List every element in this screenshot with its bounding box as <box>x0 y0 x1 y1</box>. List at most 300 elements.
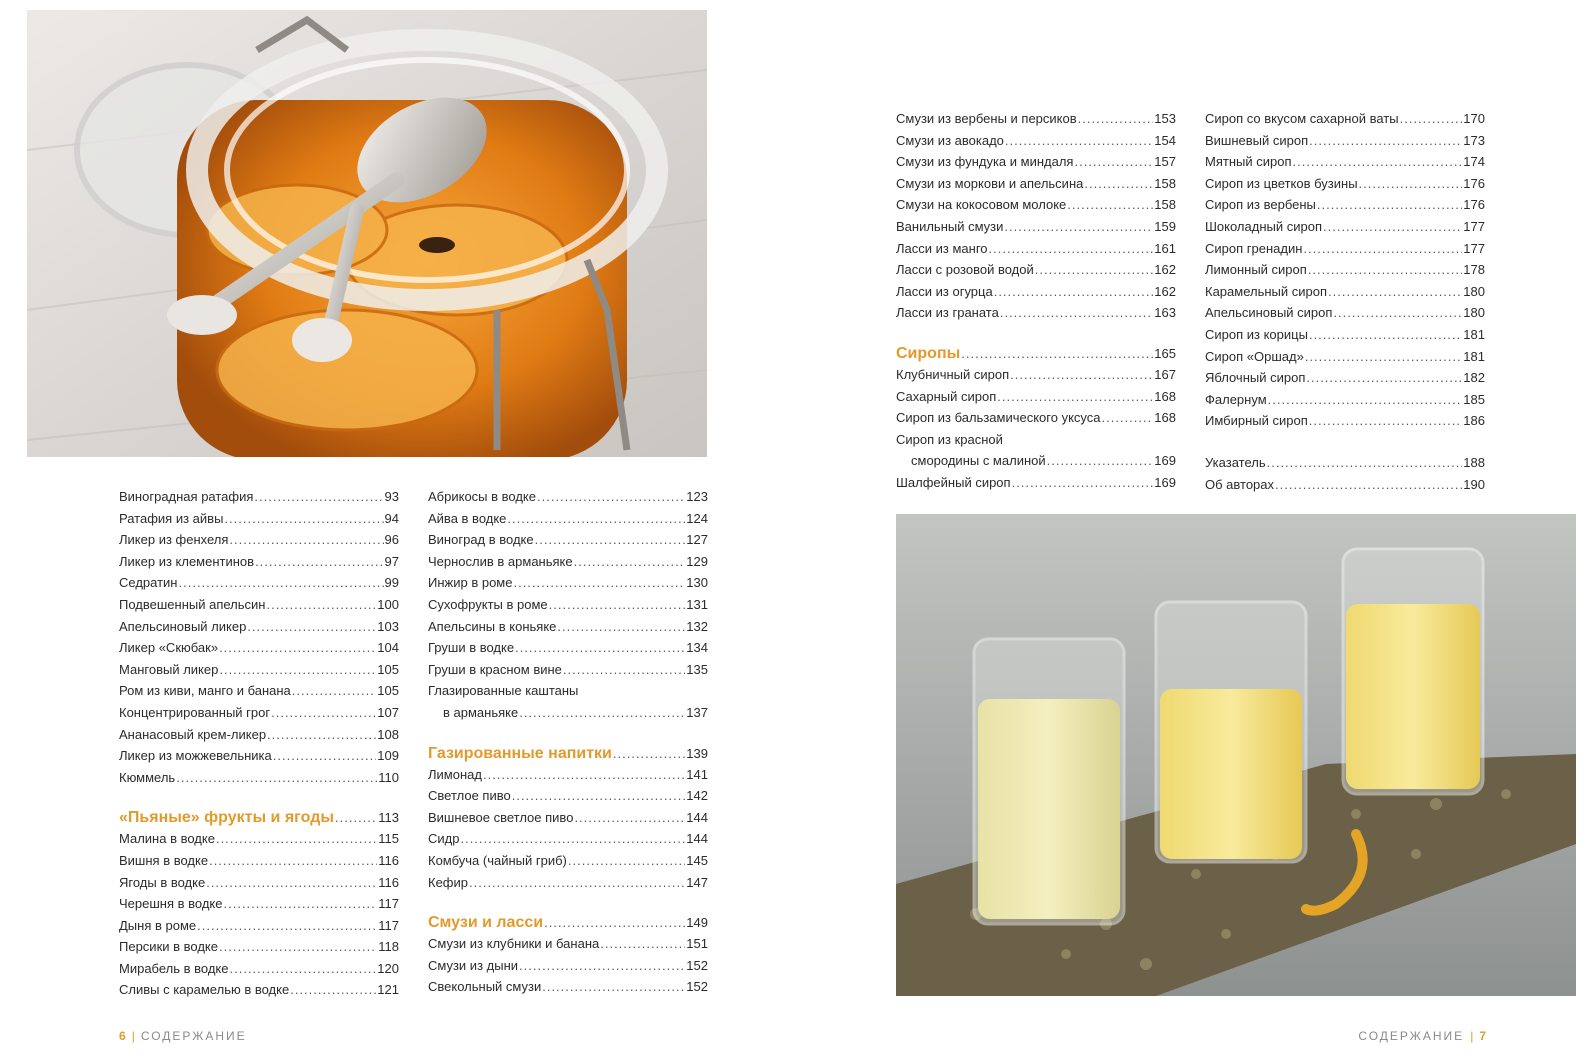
toc-entry-page: 153 <box>1154 111 1176 126</box>
toc-entry-page: 169 <box>1154 474 1176 490</box>
toc-entry-page: 100 <box>377 596 399 612</box>
toc-entry <box>1205 410 1485 432</box>
toc-leader-dots <box>1292 151 1462 173</box>
toc-entry-title: Шоколадный сироп <box>1205 218 1322 234</box>
toc-column-1 <box>119 486 399 1001</box>
toc-entry-title: Сироп гренадин <box>1205 240 1303 256</box>
toc-entry-title: Ласси с розовой водой <box>896 262 1034 278</box>
toc-entry <box>119 850 399 872</box>
toc-entry-page: 130 <box>686 575 708 591</box>
toc-entry-title: Смузи из дыни <box>428 957 519 973</box>
toc-spacer <box>428 893 708 913</box>
toc-entry-title: Комбуча (чайный гриб) <box>428 852 567 868</box>
toc-entry-page: 113 <box>378 810 399 826</box>
toc-entry-title: Ром из киви, манго и банана <box>119 683 291 699</box>
toc-entry-page: 158 <box>1154 197 1176 213</box>
toc-entry <box>428 764 708 786</box>
toc-entry-page: 170 <box>1463 111 1485 126</box>
toc-entry <box>119 915 399 937</box>
toc-entry-page: 165 <box>1154 345 1176 361</box>
toc-leader-dots <box>1309 130 1462 152</box>
toc-leader-dots <box>1328 281 1462 303</box>
toc-leader-dots <box>544 913 685 933</box>
toc-entry-page: 151 <box>686 936 708 952</box>
toc-leader-dots <box>1000 302 1153 324</box>
toc-entry <box>119 958 399 980</box>
toc-entry-title: Лимонад <box>428 766 482 782</box>
footer-left <box>119 1029 247 1043</box>
toc-entry-title: Смузи и ласси <box>428 914 544 932</box>
toc-entry <box>1205 474 1485 496</box>
toc-entry-title: Смузи из вербены и персиков <box>896 111 1077 126</box>
toc-entry-title: Ласси из граната <box>896 305 999 321</box>
toc-entry-page: 163 <box>1154 305 1176 321</box>
jar-photo <box>27 10 707 457</box>
toc-entry <box>1205 173 1485 195</box>
toc-entry-title: Ласси из огурца <box>896 283 993 299</box>
toc-leader-dots <box>1268 389 1463 411</box>
toc-entry-page: 116 <box>378 874 399 890</box>
toc-entry-title: Смузи из фундука и миндаля <box>896 154 1074 170</box>
running-head-left: СОДЕРЖАНИЕ <box>140 1029 247 1043</box>
toc-entry-page: 152 <box>686 957 708 973</box>
toc-entry-page: 167 <box>1154 366 1176 382</box>
toc-entry-page: 105 <box>377 661 399 677</box>
toc-entry-page: 178 <box>1463 262 1485 278</box>
toc-entry-title: Смузи из авокадо <box>896 132 1004 148</box>
toc-entry-title: Сахарный сироп <box>896 388 997 404</box>
toc-leader-dots <box>574 807 685 829</box>
toc-entry-page: 186 <box>1463 413 1485 429</box>
toc-leader-dots <box>219 936 377 958</box>
toc-leader-dots <box>483 764 685 786</box>
toc-entry-title: Сироп из красной <box>896 431 1003 447</box>
toc-entry-page: 188 <box>1463 454 1485 470</box>
toc-leader-dots <box>267 724 376 746</box>
toc-entry-page: 94 <box>384 510 399 526</box>
toc-leader-dots <box>512 785 686 807</box>
toc-entry <box>896 386 1176 408</box>
toc-leader-dots <box>568 850 685 872</box>
toc-entry-title: Светлое пиво <box>428 788 511 804</box>
toc-entry-title: Виноградная ратафия <box>119 489 254 504</box>
toc-entry <box>428 637 708 659</box>
toc-leader-dots <box>515 637 685 659</box>
toc-leader-dots <box>563 659 685 681</box>
toc-entry-page: 123 <box>686 489 708 504</box>
toc-leader-dots <box>1275 474 1462 496</box>
toc-entry-title: Концентрированный грог <box>119 704 271 720</box>
toc-entry-page: 152 <box>686 979 708 995</box>
toc-leader-dots <box>1309 324 1462 346</box>
toc-entry <box>896 302 1176 324</box>
toc-entry <box>1205 346 1485 368</box>
toc-leader-dots <box>273 745 377 767</box>
toc-entry-title: Апельсиновый ликер <box>119 618 247 634</box>
toc-entry <box>428 785 708 807</box>
toc-entry-title: Сливы с карамелью в водке <box>119 982 290 998</box>
toc-entry <box>428 850 708 872</box>
toc-entry-page: 139 <box>686 745 708 761</box>
toc-leader-dots <box>989 238 1154 260</box>
toc-entry-title: Мятный сироп <box>1205 154 1292 170</box>
toc-entry-title: Вишневое светлое пиво <box>428 809 574 825</box>
toc-entry-page: 117 <box>378 917 399 933</box>
toc-entry-page: 162 <box>1154 262 1176 278</box>
toc-entry-page: 176 <box>1463 175 1485 191</box>
toc-entry-page: 99 <box>384 575 399 591</box>
toc-entry-page: 117 <box>378 896 399 912</box>
toc-entry-title: Клубничный сироп <box>896 366 1010 382</box>
toc-entry-page: 124 <box>686 510 708 526</box>
toc-leader-dots <box>1004 216 1153 238</box>
toc-entry <box>1205 324 1485 346</box>
toc-leader-dots <box>574 551 686 573</box>
toc-entry-title: Груши в красном вине <box>428 661 562 677</box>
toc-leader-dots <box>1010 364 1153 386</box>
toc-entry <box>119 680 399 702</box>
toc-entry <box>119 637 399 659</box>
toc-leader-dots <box>1309 410 1463 432</box>
toc-entry <box>896 259 1176 281</box>
toc-entry-title: смородины с малиной <box>911 453 1046 469</box>
toc-entry-page: 121 <box>377 982 399 998</box>
toc-entry-title: Персики в водке <box>119 939 218 955</box>
toc-entry-page: 174 <box>1463 154 1485 170</box>
toc-entry <box>896 407 1176 429</box>
toc-entry <box>428 594 708 616</box>
toc-entry-title: Ликер из фенхеля <box>119 532 229 548</box>
toc-entry-title: Чернослив в арманьяке <box>428 553 573 569</box>
toc-entry-title: Кефир <box>428 874 468 890</box>
toc-entry <box>896 173 1176 195</box>
toc-entry-page: 177 <box>1463 218 1485 234</box>
toc-entry-page: 158 <box>1154 175 1176 191</box>
toc-entry <box>896 364 1176 386</box>
toc-entry-page: 110 <box>378 769 399 785</box>
toc-entry-title: «Пьяные» фрукты и ягоды <box>119 809 335 827</box>
toc-entry-title: Манговый ликер <box>119 661 219 677</box>
page-number-left: 6 <box>119 1029 126 1043</box>
toc-entry-title: Ликер из клементинов <box>119 553 255 569</box>
toc-entry-page: 142 <box>686 788 708 804</box>
toc-leader-dots <box>1317 194 1462 216</box>
toc-spacer <box>428 724 708 744</box>
toc-spacer <box>119 788 399 808</box>
toc-entry-page: 127 <box>686 532 708 548</box>
toc-entry-page: 97 <box>384 553 399 569</box>
toc-entry-page: 154 <box>1154 132 1176 148</box>
toc-leader-dots <box>209 850 377 872</box>
toc-leader-dots <box>537 486 685 508</box>
toc-leader-dots <box>1067 194 1153 216</box>
toc-leader-dots <box>600 933 685 955</box>
toc-entry-page: 116 <box>378 852 399 868</box>
toc-entry-page: 162 <box>1154 283 1176 299</box>
toc-entry-title: Дыня в роме <box>119 917 197 933</box>
toc-entry <box>1205 151 1485 173</box>
toc-entry <box>428 680 708 702</box>
lemonade-glasses-photo <box>896 514 1576 996</box>
toc-entry <box>896 450 1176 472</box>
toc-entry-title: Вишневый сироп <box>1205 132 1309 148</box>
toc-leader-dots <box>176 767 377 789</box>
toc-entry <box>428 659 708 681</box>
toc-leader-dots <box>335 808 377 828</box>
toc-leader-dots <box>519 702 685 724</box>
toc-section-heading <box>119 808 399 828</box>
toc-entry-title: Ананасовый крем-ликер <box>119 726 267 742</box>
toc-entry <box>428 572 708 594</box>
toc-entry <box>1205 452 1485 474</box>
footer-right <box>1358 1029 1486 1043</box>
toc-entry-title: Свекольный смузи <box>428 979 542 995</box>
toc-entry <box>896 130 1176 152</box>
toc-entry <box>1205 238 1485 260</box>
toc-entry-page: 185 <box>1463 391 1485 407</box>
toc-entry-title: Яблочный сироп <box>1205 370 1306 386</box>
toc-entry-page: 132 <box>686 618 708 634</box>
toc-entry <box>428 976 708 998</box>
toc-entry-title: Ратафия из айвы <box>119 510 224 526</box>
toc-entry-page: 144 <box>686 809 708 825</box>
toc-entry-title: Лимонный сироп <box>1205 262 1307 278</box>
toc-entry-page: 181 <box>1463 326 1485 342</box>
toc-entry <box>428 872 708 894</box>
toc-entry-page: 135 <box>686 661 708 677</box>
toc-entry <box>1205 108 1485 130</box>
toc-entry <box>119 659 399 681</box>
toc-leader-dots <box>1005 130 1153 152</box>
toc-entry <box>428 616 708 638</box>
toc-entry-title: Черешня в водке <box>119 896 223 912</box>
toc-section-heading <box>896 344 1176 364</box>
toc-entry-page: 149 <box>686 915 708 931</box>
footer-separator: | <box>131 1029 135 1043</box>
toc-entry-title: Виноград в водке <box>428 532 534 548</box>
toc-entry <box>119 745 399 767</box>
toc-entry-page: 108 <box>377 726 399 742</box>
toc-leader-dots <box>1305 346 1462 368</box>
toc-entry-title: Фалернум <box>1205 391 1267 407</box>
toc-leader-dots <box>197 915 377 937</box>
toc-leader-dots <box>994 281 1154 303</box>
toc-leader-dots <box>1267 452 1463 474</box>
toc-entry-title: Смузи из моркови и апельсина <box>896 175 1084 191</box>
toc-leader-dots <box>179 572 384 594</box>
toc-entry-title: Ликер «Скюбак» <box>119 640 219 656</box>
toc-entry <box>896 472 1176 494</box>
toc-entry-page: 180 <box>1463 305 1485 321</box>
toc-entry-title: Сидр <box>428 831 460 847</box>
toc-column-2 <box>428 486 708 998</box>
toc-entry-page: 173 <box>1463 132 1485 148</box>
toc-entry <box>119 486 399 508</box>
toc-entry <box>428 529 708 551</box>
toc-entry-title: Ванильный смузи <box>896 218 1004 234</box>
toc-entry-title: Газированные напитки <box>428 744 612 762</box>
toc-entry-page: 182 <box>1463 370 1485 386</box>
toc-entry <box>119 872 399 894</box>
toc-entry-title: Ягоды в водке <box>119 874 206 890</box>
toc-entry <box>428 807 708 829</box>
toc-leader-dots <box>224 893 378 915</box>
toc-entry-title: Шалфейный сироп <box>896 474 1011 490</box>
toc-entry-title: Абрикосы в водке <box>428 489 536 504</box>
toc-entry <box>119 529 399 551</box>
toc-entry <box>896 281 1176 303</box>
toc-spacer <box>1205 432 1485 452</box>
toc-entry-page: 131 <box>686 596 708 612</box>
toc-entry-title: Сироп «Оршад» <box>1205 348 1304 364</box>
toc-entry-page: 134 <box>686 640 708 656</box>
toc-entry-page: 180 <box>1463 283 1485 299</box>
toc-entry-page: 190 <box>1463 476 1485 492</box>
toc-leader-dots <box>216 828 377 850</box>
toc-entry-title: Апельсины в коньяке <box>428 618 557 634</box>
toc-entry-page: 157 <box>1154 154 1176 170</box>
toc-leader-dots <box>535 529 686 551</box>
toc-entry <box>428 828 708 850</box>
toc-leader-dots <box>469 872 685 894</box>
toc-entry <box>119 936 399 958</box>
toc-leader-dots <box>542 976 685 998</box>
toc-entry <box>1205 302 1485 324</box>
toc-entry-page: 109 <box>377 748 399 764</box>
toc-column-4 <box>1205 108 1485 495</box>
toc-leader-dots <box>513 572 685 594</box>
toc-entry-title: Седратин <box>119 575 178 591</box>
toc-entry <box>119 724 399 746</box>
toc-entry <box>119 508 399 530</box>
toc-entry <box>896 216 1176 238</box>
toc-leader-dots <box>1047 450 1154 472</box>
toc-leader-dots <box>507 508 685 530</box>
toc-leader-dots <box>290 979 376 1001</box>
toc-leader-dots <box>206 872 377 894</box>
toc-entry-title: Сироп из корицы <box>1205 326 1308 342</box>
toc-entry-title: Указатель <box>1205 454 1266 470</box>
toc-leader-dots <box>1303 238 1462 260</box>
toc-entry-title: Об авторах <box>1205 476 1275 492</box>
toc-leader-dots <box>254 486 383 508</box>
toc-leader-dots <box>271 702 376 724</box>
toc-column-3 <box>896 108 1176 494</box>
toc-leader-dots <box>1074 151 1153 173</box>
toc-leader-dots <box>1102 407 1154 429</box>
toc-entry-page: 147 <box>686 874 708 890</box>
toc-entry-title: Айва в водке <box>428 510 507 526</box>
toc-entry-page: 103 <box>377 618 399 634</box>
toc-entry-title: Карамельный сироп <box>1205 283 1328 299</box>
toc-entry <box>1205 194 1485 216</box>
toc-entry <box>119 616 399 638</box>
toc-entry-page: 137 <box>686 704 708 720</box>
toc-entry-page: 107 <box>377 704 399 720</box>
toc-entry <box>428 486 708 508</box>
toc-entry-page: 161 <box>1154 240 1176 256</box>
toc-leader-dots <box>1333 302 1462 324</box>
footer-separator: | <box>1470 1029 1474 1043</box>
toc-entry <box>119 979 399 1001</box>
toc-entry <box>896 151 1176 173</box>
toc-entry <box>1205 281 1485 303</box>
toc-leader-dots <box>1359 173 1463 195</box>
toc-entry <box>1205 389 1485 411</box>
toc-leader-dots <box>247 616 376 638</box>
toc-entry-page: 144 <box>686 831 708 847</box>
toc-entry-title: Вишня в водке <box>119 852 209 868</box>
toc-leader-dots <box>230 958 377 980</box>
toc-entry-title: Мирабель в водке <box>119 960 229 976</box>
toc-entry-page: 104 <box>377 640 399 656</box>
toc-entry-title: Апельсиновый сироп <box>1205 305 1333 321</box>
toc-entry-title: в арманьяке <box>443 704 519 720</box>
toc-leader-dots <box>1308 259 1462 281</box>
toc-entry-page: 159 <box>1154 218 1176 234</box>
toc-entry-page: 118 <box>378 939 399 955</box>
toc-entry <box>119 702 399 724</box>
toc-entry-page: 145 <box>686 852 708 868</box>
toc-entry <box>119 551 399 573</box>
toc-entry-title: Кюммель <box>119 769 176 785</box>
toc-entry-page: 169 <box>1154 453 1176 469</box>
toc-entry <box>896 429 1176 451</box>
toc-entry-page: 176 <box>1463 197 1485 213</box>
page-number-right: 7 <box>1479 1029 1486 1043</box>
toc-entry <box>1205 367 1485 389</box>
toc-entry-page: 141 <box>686 766 708 782</box>
toc-entry <box>119 767 399 789</box>
toc-entry-title: Сироп из вербены <box>1205 197 1316 213</box>
toc-entry-title: Имбирный сироп <box>1205 413 1308 429</box>
toc-entry-page: 93 <box>384 489 399 504</box>
toc-entry <box>428 702 708 724</box>
toc-entry <box>1205 216 1485 238</box>
toc-entry-title: Сироп из цветков бузины <box>1205 175 1358 191</box>
toc-leader-dots <box>613 744 685 764</box>
toc-entry-page: 105 <box>377 683 399 699</box>
toc-entry <box>119 594 399 616</box>
toc-entry-page: 115 <box>378 831 399 847</box>
toc-leader-dots <box>1400 108 1463 130</box>
toc-entry-page: 129 <box>686 553 708 569</box>
toc-leader-dots <box>219 637 376 659</box>
toc-entry-title: Смузи на кокосовом молоке <box>896 197 1067 213</box>
toc-spacer <box>896 324 1176 344</box>
toc-entry <box>896 238 1176 260</box>
toc-leader-dots <box>224 508 383 530</box>
toc-entry-title: Инжир в роме <box>428 575 513 591</box>
toc-section-heading <box>428 913 708 933</box>
toc-leader-dots <box>1078 108 1154 130</box>
toc-entry-title: Сироп из бальзамического уксуса <box>896 410 1101 426</box>
toc-entry <box>428 551 708 573</box>
toc-leader-dots <box>219 659 376 681</box>
running-head-right: СОДЕРЖАНИЕ <box>1358 1029 1465 1043</box>
toc-leader-dots <box>557 616 685 638</box>
toc-entry <box>428 955 708 977</box>
toc-entry-title: Сухофрукты в роме <box>428 596 548 612</box>
toc-leader-dots <box>1306 367 1462 389</box>
toc-entry-title: Ласси из манго <box>896 240 988 256</box>
toc-leader-dots <box>229 529 383 551</box>
toc-entry-page: 177 <box>1463 240 1485 256</box>
toc-entry <box>428 933 708 955</box>
toc-entry-title: Сироп со вкусом сахарной ваты <box>1205 111 1399 126</box>
toc-entry-title: Глазированные каштаны <box>428 683 579 699</box>
toc-leader-dots <box>997 386 1153 408</box>
